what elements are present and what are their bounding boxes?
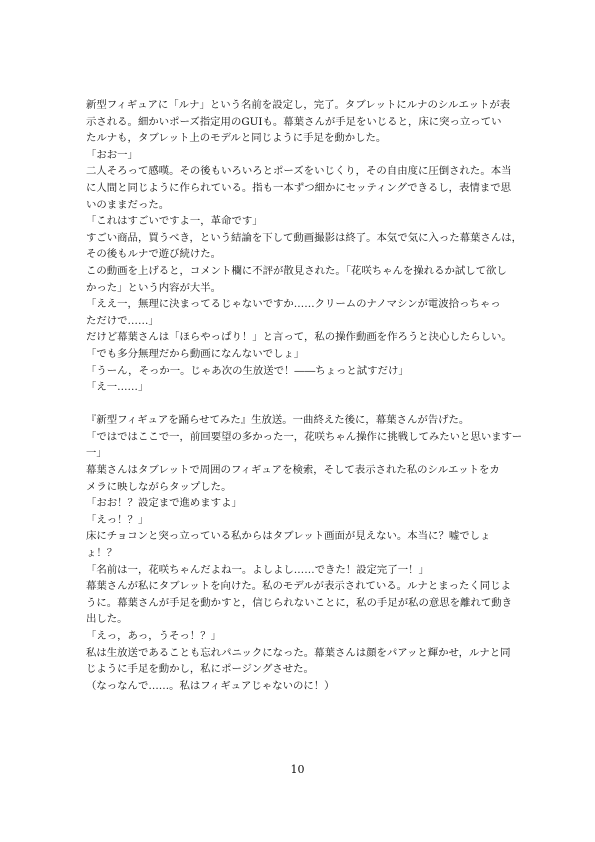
text-line: 『新型フィギュアを踊らせてみた』生放送。一曲終えた後に，幕葉さんが告げた。 [86, 414, 470, 427]
text-line: だけど幕葉さんは「ほらやっぱり！」と言って，私の操作動画を作ろうと決心したらしい。 [86, 331, 512, 344]
text-line [86, 396, 510, 413]
text-line: （なっなんで……。私はフィギュアじゃないのに！） [86, 679, 335, 692]
text-line: 「えっ，あっ，うそっ！？」 [86, 630, 221, 642]
text-line: 幕葉さんが私にタブレットを向けた。私のモデルが表示されている。ルナとまったく同じよ [86, 580, 511, 593]
text-line: その後もルナで遊び続けた。 [86, 248, 222, 261]
text-line: メラに映しながらタップした。 [86, 480, 232, 493]
text-line: 示される。細かいポーズ指定用のGUIも。幕葉さんが手足をいじると，床に突っ立ってい [86, 115, 502, 128]
text-line: 「えっ！？」 [86, 513, 149, 526]
text-line: 幕葉さんはタブレットで周囲のフィギュアを検索，そして表示された私のシルエットをカ [86, 464, 500, 477]
text-line: うに。幕葉さんが手足を動かすと，信じられないことに，私の手足が私の意思を離れて動き [86, 596, 513, 609]
text-line: 一」 [86, 447, 107, 460]
text-line: じように手足を動かし，私にポージングさせた。 [86, 663, 314, 676]
text-line: 「うーん，そっか一。じゃあ次の生放送で！――ちょっと試すだけ」 [86, 364, 409, 377]
text-line: すごい商品，買うべき，という結論を下して動画撮影は終了。本気で気に入った幕葉さんは， [86, 231, 522, 244]
text-line: たルナも，タブレット上のモデルと同じように手足を動かした。 [86, 132, 387, 145]
text-line: 新型フィギュアに「ルナ」という名前を設定し，完了。タブレットにルナのシルエットが表 [86, 99, 511, 111]
text-line: 「ではではここで一，前回要望の多かった一，花咲ちゃん操作に挑戦してみたいと思いますー [86, 430, 523, 443]
text-line: 「これはすごいですよ一，革命です」 [86, 215, 263, 228]
text-line: ょ！？ [86, 547, 118, 560]
text-line: かった」という内容が大半。 [86, 281, 222, 294]
text-line: いのままだった。 [86, 198, 170, 211]
text-line: 「おお！？設定まで進めますよ」 [86, 497, 242, 510]
text-line: に人間と同じように作られている。指も一本ずつ細かにセッティングできるし，表情まで思 [86, 181, 511, 194]
text-line: 床にチョコンと突っ立っている私からはタブレット画面が見えない。本当に？嘘でしょ [86, 530, 491, 543]
text-line: 二人そろって感嘆。その後もいろいろとポーズをいじくり，その自由度に圧倒された。本当 [86, 165, 512, 178]
text-line: 「え一……」 [86, 381, 149, 394]
page-number: 10 [290, 763, 305, 776]
text-line: この動画を上げると，コメント欄に不評が散見された。「花咲ちゃんを操れるか試して欲し [86, 264, 507, 277]
text-line: 「おお一」 [86, 148, 138, 161]
text-line: 「でも多分無理だから動画になんないでしょ」 [86, 347, 305, 360]
text-line: 出した。 [86, 613, 128, 626]
text-line: 私は生放送であることも忘れパニックになった。幕葉さんは顔をパアッと輝かせ，ルナと同 [86, 646, 511, 659]
text-line: ただけで……」 [86, 314, 159, 327]
text-line: 「名前は一，花咲ちゃんだよね一。よしよし……できた！設定完了一！」 [86, 563, 429, 576]
text-line: 「ええ一，無理に決まってるじゃないですか……クリームのナノマシンが電波拾っちゃっ [86, 298, 501, 311]
body-text [86, 97, 523, 694]
